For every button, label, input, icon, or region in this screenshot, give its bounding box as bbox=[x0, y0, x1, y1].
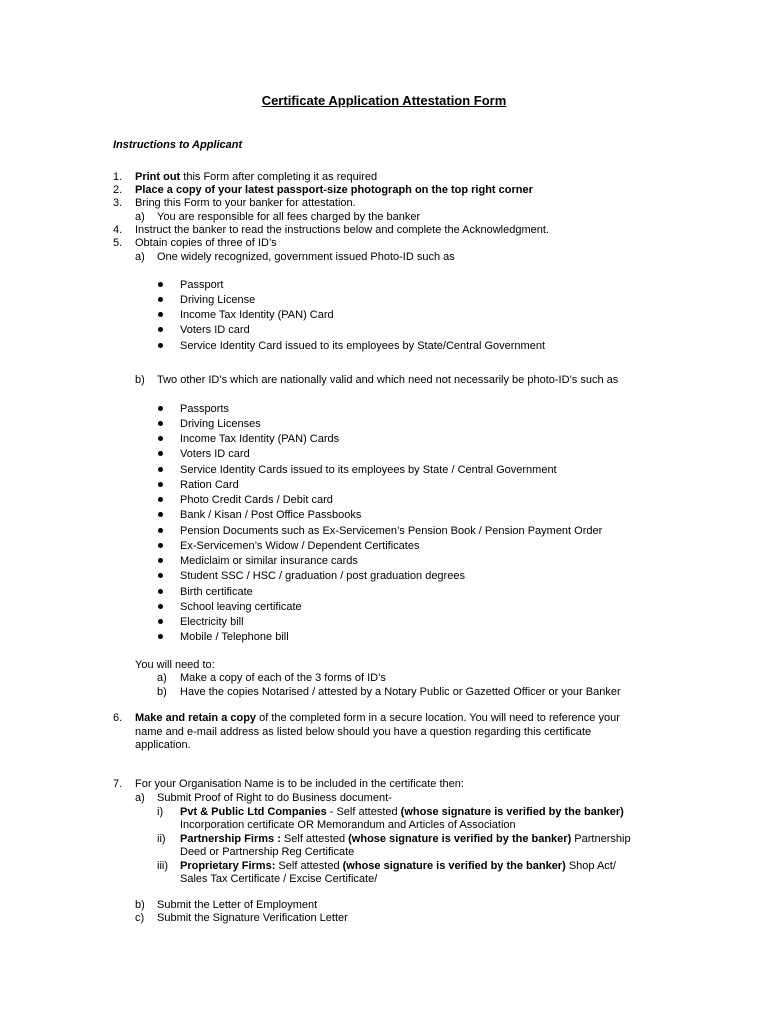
step-3a-label: a) bbox=[135, 211, 145, 223]
step-7a-iii-tail: Shop Act/ bbox=[565, 860, 616, 872]
bullet-dot bbox=[158, 421, 163, 426]
step-7a-iii-line-2: Sales Tax Certificate / Excise Certificate/ bbox=[180, 873, 378, 885]
step-3a-text: You are responsible for all fees charged by the banker bbox=[157, 211, 421, 223]
step-3-number: 3. bbox=[113, 197, 123, 209]
step-7a-ii-line-1 bbox=[180, 832, 631, 846]
step-7c-text: Submit the Signature Verification Letter bbox=[157, 912, 348, 924]
step-6-number: 6. bbox=[113, 712, 123, 724]
step-5b-text: Two other ID’s which are nationally valid and which need not necessarily be photo-ID’s such as bbox=[157, 374, 619, 386]
list-item: Student SSC / HSC / graduation / post graduation degrees bbox=[180, 570, 465, 582]
instructions-heading: Instructions to Applicant bbox=[113, 139, 243, 151]
need-a-text: Make a copy of each of the 3 forms of ID’s bbox=[180, 672, 386, 684]
bullet-dot bbox=[158, 297, 163, 302]
step-7a-ii-line-2: Deed or Partnership Reg Certificate bbox=[180, 846, 355, 858]
step-7a-i-mid: - Self attested bbox=[326, 806, 401, 818]
step-6-line-2: name and e-mail address as listed below should you have a question regarding this certificate bbox=[135, 726, 592, 738]
step-4-number: 4. bbox=[113, 224, 123, 236]
step-7a-ii-label: ii) bbox=[157, 833, 166, 845]
list-item: Pension Documents such as Ex-Servicemen’s Pension Book / Pension Payment Order bbox=[180, 525, 603, 537]
list-item: Service Identity Card issued to its employees by State/Central Government bbox=[180, 340, 546, 352]
step-7a-iii-bold-1: Proprietary Firms: bbox=[180, 860, 276, 872]
bullet-dot bbox=[158, 282, 163, 287]
document-title bbox=[0, 93, 768, 109]
list-item: Electricity bill bbox=[180, 616, 244, 628]
step-7a-label: a) bbox=[135, 792, 145, 804]
step-7a-ii-bold-1: Partnership Firms : bbox=[180, 833, 281, 845]
title-text: Certificate Application Attestation Form bbox=[261, 93, 507, 108]
step-7a-i-line-1 bbox=[180, 805, 624, 819]
need-b-text: Have the copies Notarised / attested by a Notary Public or Gazetted Officer or your Banker bbox=[180, 686, 621, 698]
need-a-label: a) bbox=[157, 672, 167, 684]
step-7a-text: Submit Proof of Right to do Business document- bbox=[157, 792, 392, 804]
list-item: Ex-Servicemen’s Widow / Dependent Certificates bbox=[180, 540, 420, 552]
step-1-number: 1. bbox=[113, 171, 123, 183]
bullet-dot bbox=[158, 634, 163, 639]
list-item: Bank / Kisan / Post Office Passbooks bbox=[180, 509, 362, 521]
bullet-dot bbox=[158, 327, 163, 332]
list-item: Photo Credit Cards / Debit card bbox=[180, 494, 333, 506]
bullet-dot bbox=[158, 467, 163, 472]
step-7a-ii-bold-2: (whose signature is verified by the banker) bbox=[348, 833, 572, 845]
step-6-rest: of the completed form in a secure location. You will need to reference your bbox=[256, 712, 620, 724]
step-2-number: 2. bbox=[113, 184, 123, 196]
step-7a-i-label: i) bbox=[157, 806, 164, 818]
step-7a-iii-bold-2: (whose signature is verified by the banker) bbox=[342, 860, 566, 872]
step-5a-text: One widely recognized, government issued Photo-ID such as bbox=[157, 251, 455, 263]
step-6-line-3: application. bbox=[135, 739, 191, 751]
step-3-text: Bring this Form to your banker for attestation. bbox=[135, 197, 356, 209]
list-item: Income Tax Identity (PAN) Cards bbox=[180, 433, 340, 445]
list-item: School leaving certificate bbox=[180, 601, 302, 613]
step-7b-text: Submit the Letter of Employment bbox=[157, 899, 318, 911]
step-7a-i-bold-1: Pvt & Public Ltd Companies bbox=[180, 806, 327, 818]
step-7a-i-bold-2: (whose signature is verified by the banker) bbox=[400, 806, 624, 818]
bullet-dot bbox=[158, 619, 163, 624]
bullet-dot bbox=[158, 482, 163, 487]
list-item: Income Tax Identity (PAN) Card bbox=[180, 309, 334, 321]
step-1-text bbox=[135, 170, 377, 184]
step-6-line-1 bbox=[135, 711, 620, 725]
bullet-dot bbox=[158, 497, 163, 502]
list-item: Voters ID card bbox=[180, 448, 250, 460]
list-item: Driving Licenses bbox=[180, 418, 261, 430]
step-1-bold: Print out bbox=[135, 171, 181, 183]
step-5-number: 5. bbox=[113, 237, 123, 249]
list-item: Passport bbox=[180, 279, 224, 291]
need-intro: You will need to: bbox=[135, 659, 215, 671]
list-item: Service Identity Cards issued to its employees by State / Central Government bbox=[180, 464, 557, 476]
step-7a-iii-line-1 bbox=[180, 859, 616, 873]
list-item: Birth certificate bbox=[180, 586, 253, 598]
step-2-text: Place a copy of your latest passport-size photograph on the top right corner bbox=[135, 184, 533, 196]
list-item: Ration Card bbox=[180, 479, 239, 491]
bullet-dot bbox=[158, 604, 163, 609]
bullet-dot bbox=[158, 312, 163, 317]
bullet-dot bbox=[158, 558, 163, 563]
step-6-bold: Make and retain a copy bbox=[135, 712, 257, 724]
bullet-dot bbox=[158, 406, 163, 411]
bullet-dot bbox=[158, 512, 163, 517]
list-item: Passports bbox=[180, 403, 229, 415]
step-4-text: Instruct the banker to read the instructions below and complete the Acknowledgment. bbox=[135, 224, 549, 236]
step-7a-iii-label: iii) bbox=[157, 860, 168, 872]
list-item: Mobile / Telephone bill bbox=[180, 631, 289, 643]
step-7b-label: b) bbox=[135, 899, 145, 911]
bullet-dot bbox=[158, 543, 163, 548]
step-7-number: 7. bbox=[113, 778, 123, 790]
bullet-dot bbox=[158, 451, 163, 456]
step-5-text: Obtain copies of three of ID’s bbox=[135, 237, 277, 249]
bullet-dot bbox=[158, 589, 163, 594]
step-1-rest: this Form after completing it as required bbox=[180, 171, 378, 183]
bullet-dot bbox=[158, 436, 163, 441]
step-5b-label: b) bbox=[135, 374, 145, 386]
bullet-dot bbox=[158, 343, 163, 348]
step-7a-ii-mid: Self attested bbox=[280, 833, 349, 845]
list-item: Voters ID card bbox=[180, 324, 250, 336]
step-7a-ii-tail: Partnership bbox=[571, 833, 631, 845]
need-b-label: b) bbox=[157, 686, 167, 698]
list-item: Driving License bbox=[180, 294, 256, 306]
step-7c-label: c) bbox=[135, 912, 145, 924]
list-item: Mediclaim or similar insurance cards bbox=[180, 555, 358, 567]
step-5a-label: a) bbox=[135, 251, 145, 263]
step-7a-i-line-2: Incorporation certificate OR Memorandum and Articles of Association bbox=[180, 819, 516, 831]
bullet-dot bbox=[158, 528, 163, 533]
step-7a-iii-mid: Self attested bbox=[275, 860, 343, 872]
bullet-dot bbox=[158, 573, 163, 578]
step-7-text: For your Organisation Name is to be included in the certificate then: bbox=[135, 778, 464, 790]
